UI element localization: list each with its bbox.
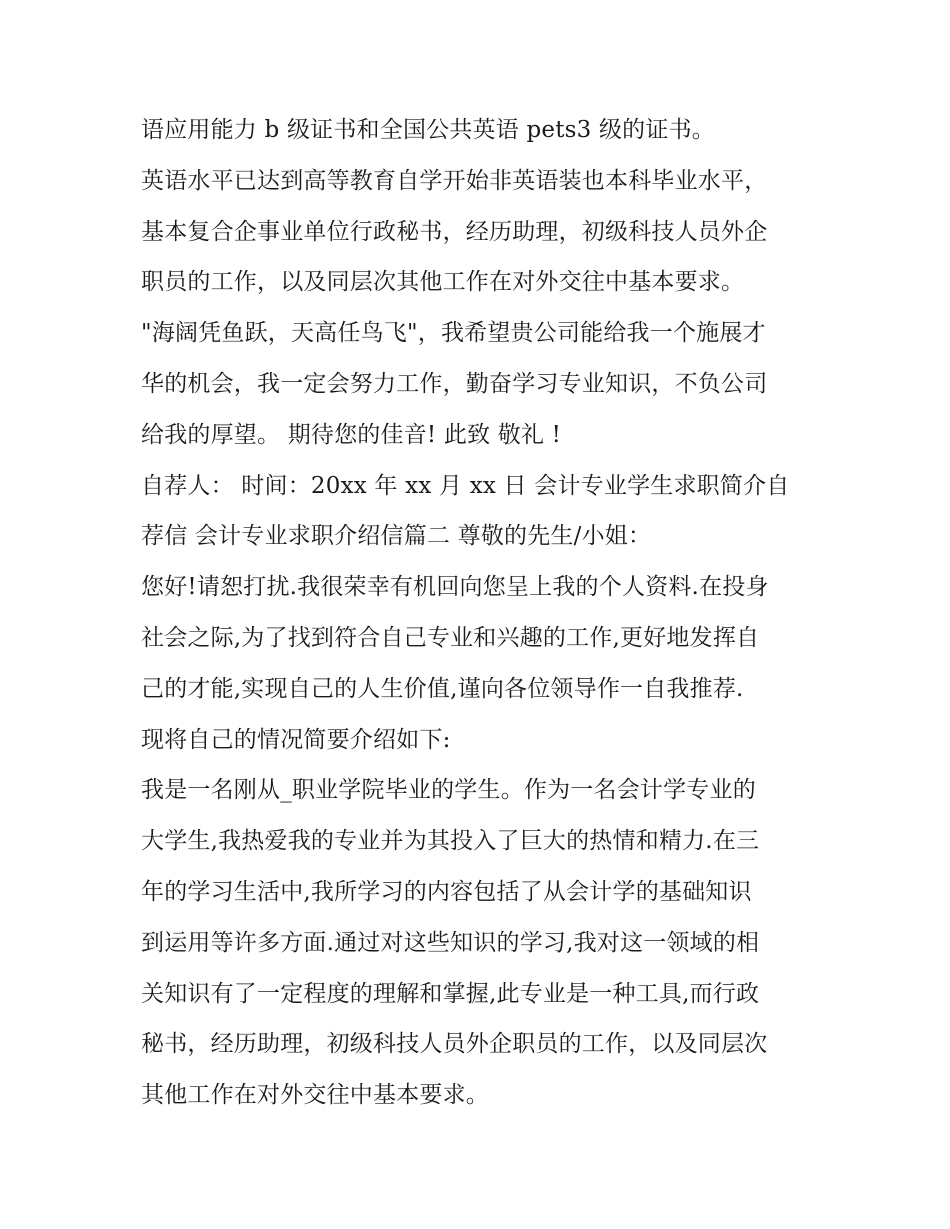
text-line: 基本复合企事业单位行政秘书，经历助理，初级科技人员外企 (141, 218, 768, 245)
text-line: 大学生,我热爱我的专业并为其投入了巨大的热情和精力.在三 (141, 828, 760, 855)
text-line: 给我的厚望。 期待您的佳音! 此致 敬礼 ! (141, 421, 562, 448)
text-line: 我是一名刚从_职业学院毕业的学生。作为一名会计学专业的 (141, 777, 756, 804)
text-line: 年的学习生活中,我所学习的内容包括了从会计学的基础知识 (141, 878, 752, 905)
text-line: 荐信 会计专业求职介绍信篇二 尊敬的先生/小姐： (141, 523, 652, 550)
text-line: "海阔凭鱼跃，天高任鸟飞"，我希望贵公司能给我一个施展才 (141, 320, 766, 347)
text-line: 您好!请恕打扰.我很荣幸有机回向您呈上我的个人资料.在投身 (141, 574, 769, 601)
text-line: 华的机会，我一定会努力工作，勤奋学习专业知识，不负公司 (141, 370, 768, 397)
text-line: 秘书，经历助理，初级科技人员外企职员的工作，以及同层次 (141, 1031, 768, 1058)
text-line: 现将自己的情况简要介绍如下: (141, 726, 451, 753)
text-line: 英语水平已达到高等教育自学开始非英语装也本科毕业水平， (141, 167, 768, 194)
text-line: 己的才能,实现自己的人生价值,谨向各位领导作一自我推荐. (141, 675, 744, 702)
text-line: 关知识有了一定程度的理解和掌握,此专业是一种工具,而行政 (141, 980, 760, 1007)
text-line: 职员的工作，以及同层次其他工作在对外交往中基本要求。 (141, 269, 745, 296)
document-body (141, 105, 821, 1121)
text-line: 自荐人： 时间：20xx 年 xx 月 xx 日 会计专业学生求职简介自 (141, 472, 790, 499)
text-line: 其他工作在对外交往中基本要求。 (141, 1082, 489, 1109)
text-line: 到运用等许多方面.通过对这些知识的学习,我对这一领域的相 (141, 929, 760, 956)
text-line: 社会之际,为了找到符合自己专业和兴趣的工作,更好地发挥自 (141, 624, 760, 651)
text-line: 语应用能力 b 级证书和全国公共英语 pets3 级的证书。 (141, 117, 715, 143)
